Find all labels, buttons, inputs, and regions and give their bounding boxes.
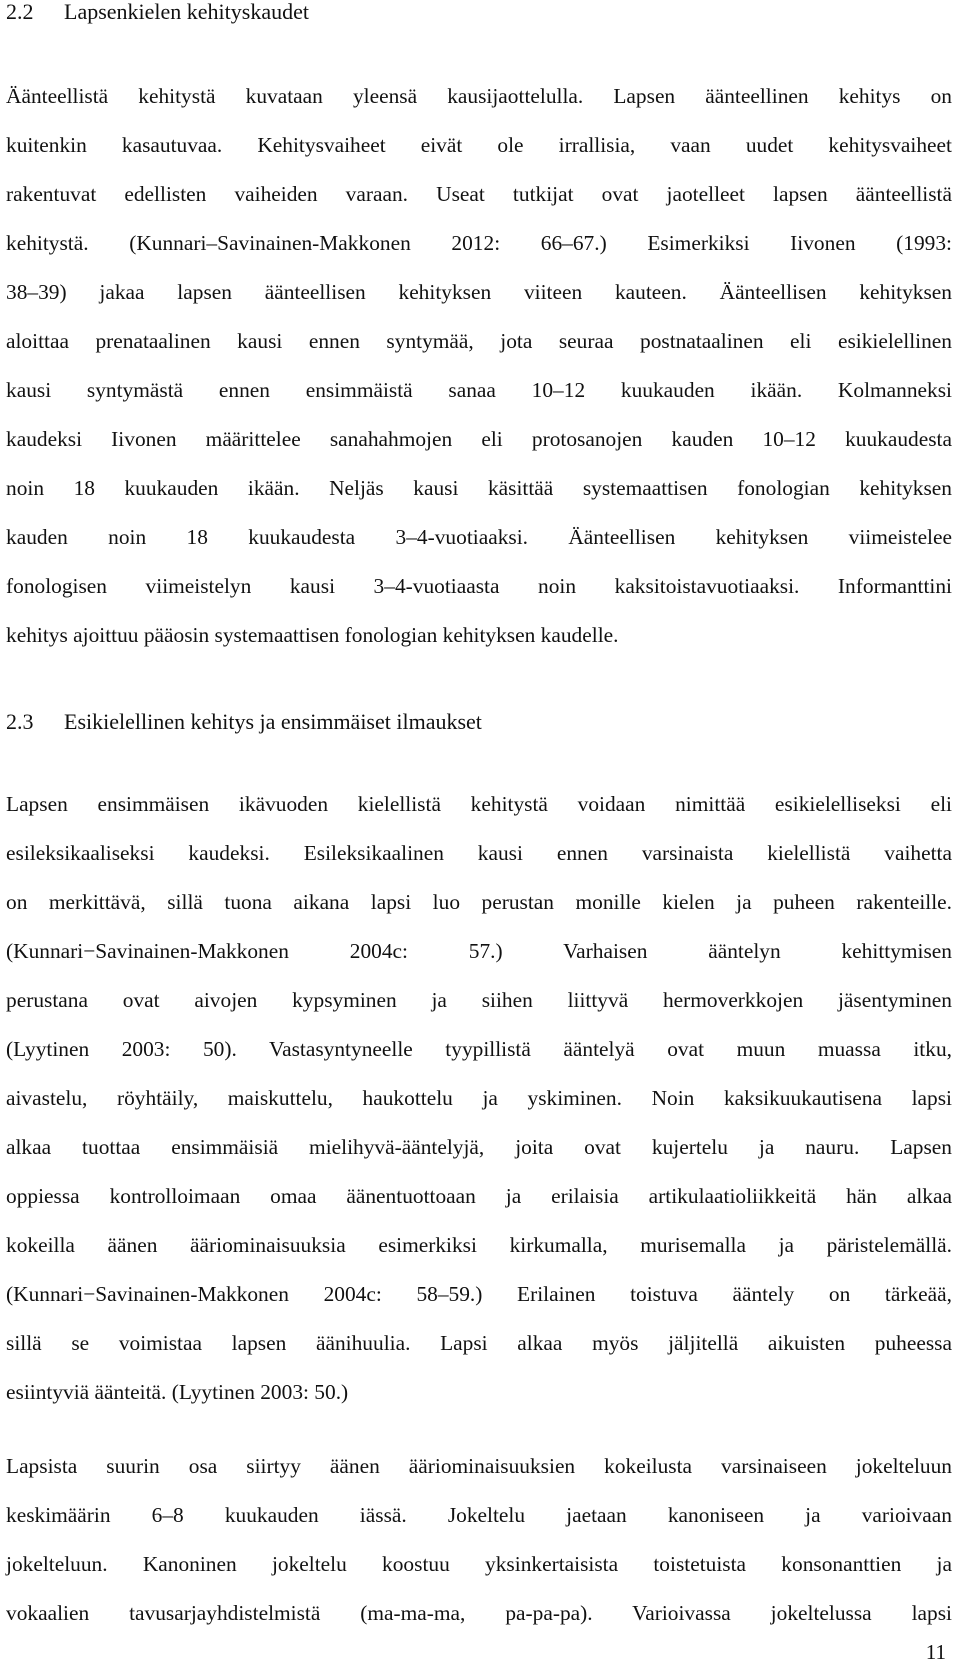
text-line: (Kunnari−Savinainen-Makkonen 2004c: 58–59.) Erilainen toistuva ääntely on tärkeää, [6, 1282, 952, 1306]
text-line: kauden noin 18 kuukaudesta 3–4-vuotiaaksi. Äänteellisen kehityksen viimeistelee [6, 525, 952, 549]
section-heading-2-3 [6, 710, 482, 734]
text-line: perustana ovat aivojen kypsyminen ja siihen liittyvä hermoverkkojen jäsentyminen [6, 988, 952, 1012]
text-line: kaudeksi Iivonen määrittelee sanahahmojen eli protosanojen kauden 10–12 kuukaudesta [6, 427, 952, 451]
text-line: keskimäärin 6–8 kuukauden iässä. Jokeltelu jaetaan kanoniseen ja varioivaan [6, 1503, 952, 1527]
text-line: kausi syntymästä ennen ensimmäistä sanaa 10–12 kuukauden ikään. Kolmanneksi [6, 378, 952, 402]
paragraph-kausijaottelu [6, 72, 952, 660]
text-line: (Lyytinen 2003: 50). Vastasyntyneelle tyypillistä ääntelyä ovat muun muassa itku, [6, 1037, 952, 1061]
text-line: kuitenkin kasautuvaa. Kehitysvaiheet eivät ole irrallisia, vaan uudet kehitysvaiheet [6, 133, 952, 157]
text-line: Äänteellistä kehitystä kuvataan yleensä kausijaottelulla. Lapsen äänteellinen kehitys on [6, 84, 952, 108]
text-line: kehitystä. (Kunnari–Savinainen-Makkonen 2012: 66–67.) Esimerkiksi Iivonen (1993: [6, 231, 952, 255]
text-line: alkaa tuottaa ensimmäisiä mielihyvä-ääntelyjä, joita ovat kujertelu ja nauru. Lapsen [6, 1135, 952, 1159]
text-line: jokelteluun. Kanoninen jokeltelu koostuu yksinkertaisista toistetuista konsonanttien ja [6, 1552, 952, 1576]
section-title: Esikielellinen kehitys ja ensimmäiset ilmaukset [64, 709, 482, 734]
text-line: fonologisen viimeistelyn kausi 3–4-vuotiaasta noin kaksitoistavuotiaaksi. Informanttini [6, 574, 952, 598]
text-line: on merkittävä, sillä tuona aikana lapsi luo perustan monille kielen ja puheen rakenteille. [6, 890, 952, 914]
section-title: Lapsenkielen kehityskaudet [64, 0, 309, 24]
paragraph-jokeltelu [6, 1442, 952, 1638]
text-line: oppiessa kontrolloimaan omaa äänentuottoaan ja erilaisia artikulaatioliikkeitä hän alkaa [6, 1184, 952, 1208]
text-line: esiintyviä äänteitä. (Lyytinen 2003: 50.) [6, 1380, 349, 1404]
text-line: 38–39) jakaa lapsen äänteellisen kehityksen viiteen kauteen. Äänteellisen kehityksen [6, 280, 952, 304]
text-line: sillä se voimistaa lapsen äänihuulia. Lapsi alkaa myös jäljitellä aikuisten puheessa [6, 1331, 952, 1355]
text-line: Lapsista suurin osa siirtyy äänen ääriominaisuuksien kokeilusta varsinaiseen jokelteluun [6, 1454, 952, 1478]
text-line: aivastelu, röyhtäily, maiskuttelu, haukottelu ja yskiminen. Noin kaksikuukautisena lapsi [6, 1086, 952, 1110]
text-line: aloittaa prenataalinen kausi ennen syntymää, jota seuraa postnataalinen eli esikielellinen [6, 329, 952, 353]
text-line: (Kunnari−Savinainen-Makkonen 2004c: 57.) Varhaisen ääntelyn kehittymisen [6, 939, 952, 963]
text-line: kokeilla äänen ääriominaisuuksia esimerkiksi kirkumalla, murisemalla ja päristelemällä. [6, 1233, 952, 1257]
section-number: 2.3 [6, 709, 34, 734]
text-line: vokaalien tavusarjayhdistelmistä (ma-ma-ma, pa-pa-pa). Varioivassa jokeltelussa lapsi [6, 1601, 952, 1625]
text-line: noin 18 kuukauden ikään. Neljäs kausi käsittää systemaattisen fonologian kehityksen [6, 476, 952, 500]
section-number: 2.2 [6, 0, 34, 24]
text-line: rakentuvat edellisten vaiheiden varaan. Useat tutkijat ovat jaotelleet lapsen äänteellistä [6, 182, 952, 206]
text-line: esileksikaaliseksi kaudeksi. Esileksikaalinen kausi ennen varsinaista kielellistä vaihetta [6, 841, 952, 865]
page-number: 11 [925, 1640, 946, 1664]
text-line: kehitys ajoittuu pääosin systemaattisen fonologian kehityksen kaudelle. [6, 623, 619, 647]
section-heading-2-2 [6, 0, 309, 24]
text-line: Lapsen ensimmäisen ikävuoden kielellistä kehitystä voidaan nimittää esikielelliseksi eli [6, 792, 952, 816]
paragraph-esikielellinen [6, 780, 952, 1417]
